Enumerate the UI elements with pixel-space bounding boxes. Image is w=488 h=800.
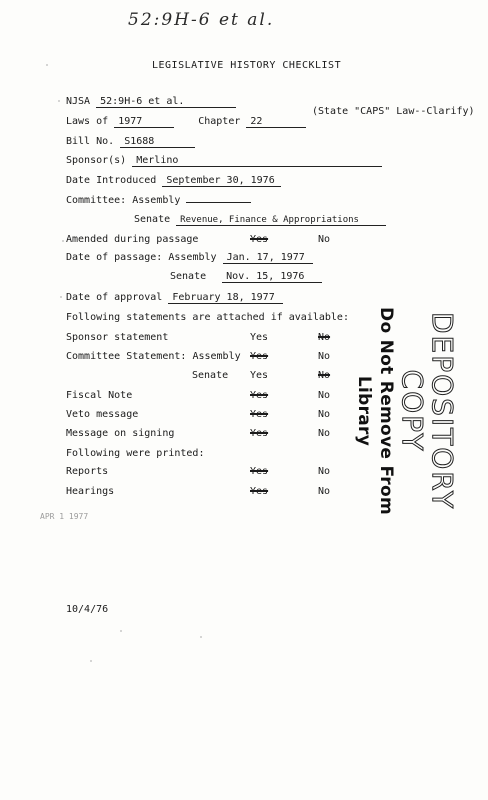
scan-speck [62,240,64,242]
committee-assembly-value [186,202,251,203]
scan-speck [90,660,92,662]
depository-stamp [354,296,459,526]
laws-of-row [66,116,306,128]
passage-label: Date of passage: [66,252,163,263]
chapter-value: 22 [246,116,306,128]
reports-label: Reports [66,466,109,477]
message-signing-yes: Yes [250,428,269,439]
state-caps-note: (State "CAPS" Law--Clarify) [312,106,475,117]
committee-statement-text: Committee Statement: [66,351,187,362]
committee-statement-sub: Assembly [192,351,241,362]
veto-message-yes: Yes [250,409,269,420]
statements-heading: Following statements are attached if available: [66,312,349,323]
hearings-label: Hearings [66,486,115,497]
passage-assembly-row [66,252,313,264]
laws-of-value: 1977 [114,116,174,128]
scan-speck [46,64,48,66]
committee-senate-yes: Yes [250,370,269,381]
date-introduced-value: September 30, 1976 [162,175,280,187]
committee-label: Committee: [66,195,127,206]
committee-assembly-label: Assembly [132,195,181,206]
njsa-row [66,96,236,108]
amended-no: No [318,234,331,245]
fiscal-note-yes: Yes [250,390,269,401]
chapter-label: Chapter [198,116,241,127]
committee-assembly-row [66,195,251,206]
hearings-no: No [318,486,331,497]
njsa-label: NJSA [66,96,91,107]
committee-senate-sub: Senate [192,370,229,381]
fiscal-note-no: No [318,390,331,401]
stamp-do-not-remove: Do Not Remove From Library [354,307,396,515]
amended-label: Amended during passage [66,234,199,245]
sponsor-statement-yes: Yes [250,332,269,343]
page-title: LEGISLATIVE HISTORY CHECKLIST [152,60,342,71]
sponsor-label: Sponsor(s) [66,155,127,166]
approval-row [66,292,283,304]
message-signing-label: Message on signing [66,428,175,439]
veto-message-label: Veto message [66,409,139,420]
handwritten-reference: 52:9H-6 et al. [128,10,275,30]
approval-label: Date of approval [66,292,163,303]
reports-yes: Yes [250,466,269,477]
scan-speck [120,630,122,632]
sponsor-statement-no: No [318,332,331,343]
printed-heading: Following were printed: [66,448,205,459]
scan-speck [60,296,62,298]
sponsor-statement-label: Sponsor statement [66,332,169,343]
committee-senate-no: No [318,370,331,381]
approval-value: February 18, 1977 [168,292,283,304]
committee-senate-label: Senate [134,214,171,225]
hearings-yes: Yes [250,486,269,497]
sponsor-row [66,155,382,167]
amended-yes: Yes [250,234,269,245]
faint-date-stamp: APR 1 1977 [40,512,89,521]
scan-speck [58,100,60,102]
laws-of-label: Laws of [66,116,109,127]
passage-senate-value: Nov. 15, 1976 [222,271,322,283]
passage-senate-label: Senate [170,271,207,282]
passage-senate-row [170,271,322,283]
committee-senate-value: Revenue, Finance & Appropriations [176,215,386,226]
message-signing-no: No [318,428,331,439]
committee-statement-yes: Yes [250,351,269,362]
footer-date: 10/4/76 [66,604,109,615]
fiscal-note-label: Fiscal Note [66,390,133,401]
date-introduced-row [66,175,281,187]
njsa-value: 52:9H-6 et al. [96,96,236,108]
sponsor-value: Merlino [132,155,382,167]
committee-statement-label [66,351,241,362]
scan-speck [200,636,202,638]
passage-assembly-value: Jan. 17, 1977 [223,252,313,264]
stamp-depository-copy: DEPOSITORY COPY [396,311,459,511]
veto-message-no: No [318,409,331,420]
bill-no-value: S1688 [120,136,195,148]
bill-no-label: Bill No. [66,136,115,147]
passage-assembly-label: Assembly [168,252,217,263]
bill-no-row [66,136,195,148]
committee-senate-row [134,214,386,226]
reports-no: No [318,466,331,477]
date-introduced-label: Date Introduced [66,175,157,186]
committee-statement-no: No [318,351,331,362]
